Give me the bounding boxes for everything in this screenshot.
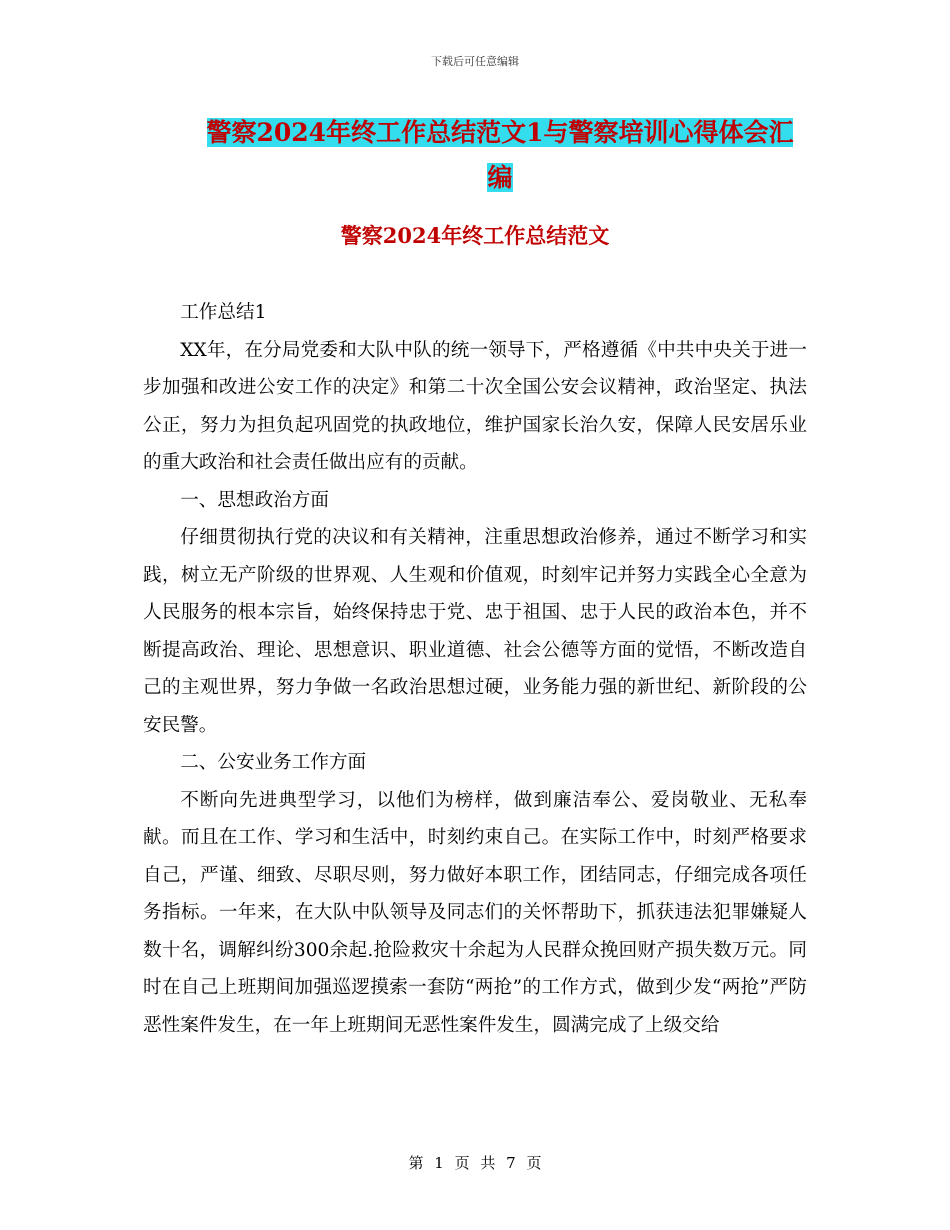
paragraph-heading: 二、公安业务工作方面 [180,752,367,773]
page-header-note: 下载后可任意编辑 [431,55,519,68]
page-number-footer: 第 1 页 共 7 页 [408,1154,542,1172]
document-body [143,294,807,1044]
paragraph: 工作总结1 [180,302,267,323]
paragraph: XX年，在分局党委和大队中队的统一领导下，严格遵循《中共中央关于进一步加强和改进公安工作的决定》和第二十次全国公安会议精神，政治坚定、执法公正，努力为担负起巩固党的执政地位，维护国家长治久安，保障人民安居乐业的重大政治和社会责任做出应有的贡献。 [143,339,807,473]
paragraph: 不断向先进典型学习，以他们为榜样，做到廉洁奉公、爱岗敬业、无私奉献。而且在工作、学习和生活中，时刻约束自己。在实际工作中，时刻严格要求自己，严谨、细致、尽职尽则，努力做好本职工作，团结同志，仔细完成各项任务指标。一年来，在大队中队领导及同志们的关怀帮助下，抓获违法犯罪嫌疑人数十名，调解纠纷300余起.抢险救灾十余起为人民群众挽回财产损失数万元。同时在自己上班期间加强巡逻摸索一套防“两抢”的工作方式，做到少发“两抢”严防恶性案件发生，在一年上班期间无恶性案件发生，圆满完成了上级交给 [143,789,807,1036]
paragraph: 仔细贯彻执行党的决议和有关精神，注重思想政治修养，通过不断学习和实践，树立无产阶级的世界观、人生观和价值观，时刻牢记并努力实践全心全意为人民服务的根本宗旨，始终保持忠于党、忠于祖国、忠于人民的政治本色，并不断提高政治、理论、思想意识、职业道德、社会公德等方面的觉悟，不断改造自己的主观世界，努力争做一名政治思想过硬，业务能力强的新世纪、新阶段的公安民警。 [143,527,807,736]
title-line-2: 编 [487,163,513,192]
paragraph-heading: 一、思想政治方面 [180,489,329,511]
section-title: 警察2024年终工作总结范文 [340,223,610,248]
title-line-1: 警察2024年终工作总结范文1与警察培训心得体会汇 [206,118,794,147]
document-title [180,110,820,200]
